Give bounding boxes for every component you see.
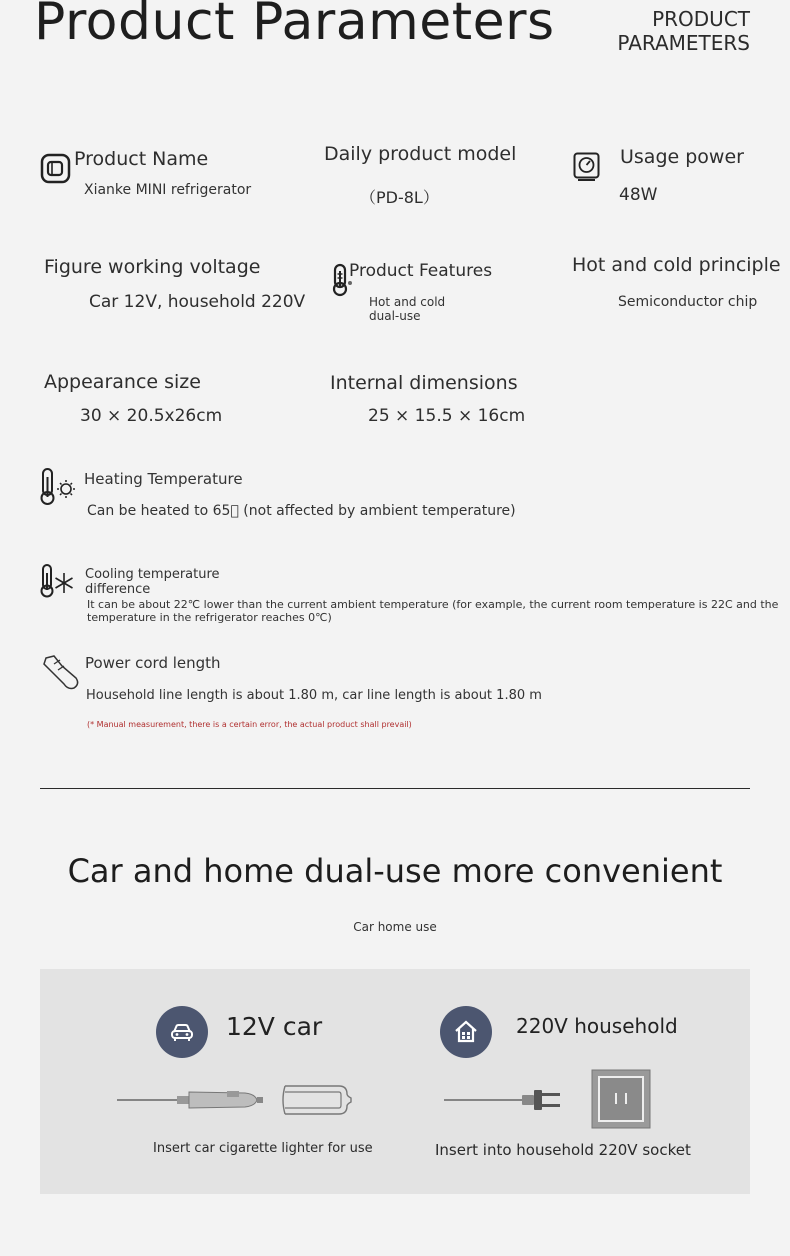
side-title-line1: PRODUCT [652, 7, 750, 31]
cooling-value-line1: It can be about 22℃ lower than the current ambient temperature (for example, the current room temperature is 22C and the [87, 598, 779, 611]
cord-value: Household line length is about 1.80 m, car line length is about 1.80 m [86, 688, 542, 703]
section-divider [40, 788, 750, 789]
usage-subtitle: Car home use [353, 920, 437, 934]
cord-label: Power cord length [85, 654, 221, 672]
car-caption: Insert car cigarette lighter for use [153, 1141, 373, 1156]
product-name-label: Product Name [74, 148, 209, 170]
voltage-label: Figure working voltage [44, 256, 261, 278]
measurement-note: (* Manual measurement, there is a certain error, the actual product shall prevail) [87, 720, 412, 729]
heating-value: Can be heated to 65  (not affected by ambient temperature) [87, 503, 516, 519]
house-icon [440, 1006, 492, 1058]
principle-label: Hot and cold principle [572, 254, 781, 276]
cooling-label-line1: Cooling temperature [85, 567, 220, 582]
features-label: Product Features [349, 261, 493, 281]
page-title: Product Parameters [34, 0, 555, 52]
cooling-label [85, 567, 220, 597]
features-value-line1: Hot and cold [369, 295, 446, 309]
usage-panel [40, 969, 750, 1194]
model-label: Daily product model [324, 143, 517, 165]
product-name-value: Xianke MINI refrigerator [84, 182, 252, 198]
gauge-icon [573, 152, 600, 182]
power-value: 48W [619, 185, 658, 205]
appearance-label: Appearance size [44, 371, 201, 393]
side-title [617, 7, 750, 55]
internal-value: 25 × 15.5 × 16cm [368, 406, 526, 426]
internal-label: Internal dimensions [330, 372, 518, 394]
power-cord-icon [42, 654, 82, 692]
cooling-value [87, 598, 778, 624]
fridge-icon [40, 153, 71, 184]
wall-socket-icon [591, 1069, 651, 1129]
principle-value: Semiconductor chip [618, 294, 758, 310]
home-title: 220V household [516, 1014, 678, 1038]
cooling-label-line2: difference [85, 582, 151, 597]
power-label: Usage power [620, 146, 744, 168]
features-value-line2: dual-use [369, 309, 421, 323]
car-icon [156, 1006, 208, 1058]
household-plug-icon [442, 1082, 567, 1118]
side-title-line2: PARAMETERS [617, 31, 750, 55]
usage-headline: Car and home dual-use more convenient [67, 852, 723, 890]
car-title: 12V car [226, 1012, 323, 1041]
cold-thermometer-icon [40, 563, 76, 599]
heat-thermometer-icon [40, 467, 78, 507]
cooling-value-line2: temperature in the refrigerator reaches 0℃) [87, 611, 332, 624]
appearance-value: 30 × 20.5x26cm [80, 406, 223, 426]
home-caption: Insert into household 220V socket [435, 1141, 691, 1159]
voltage-value: Car 12V, household 220V [89, 292, 306, 312]
car-plug-icon [115, 1082, 355, 1118]
model-value: （PD-8L） [360, 188, 439, 207]
heating-label: Heating Temperature [84, 470, 243, 488]
